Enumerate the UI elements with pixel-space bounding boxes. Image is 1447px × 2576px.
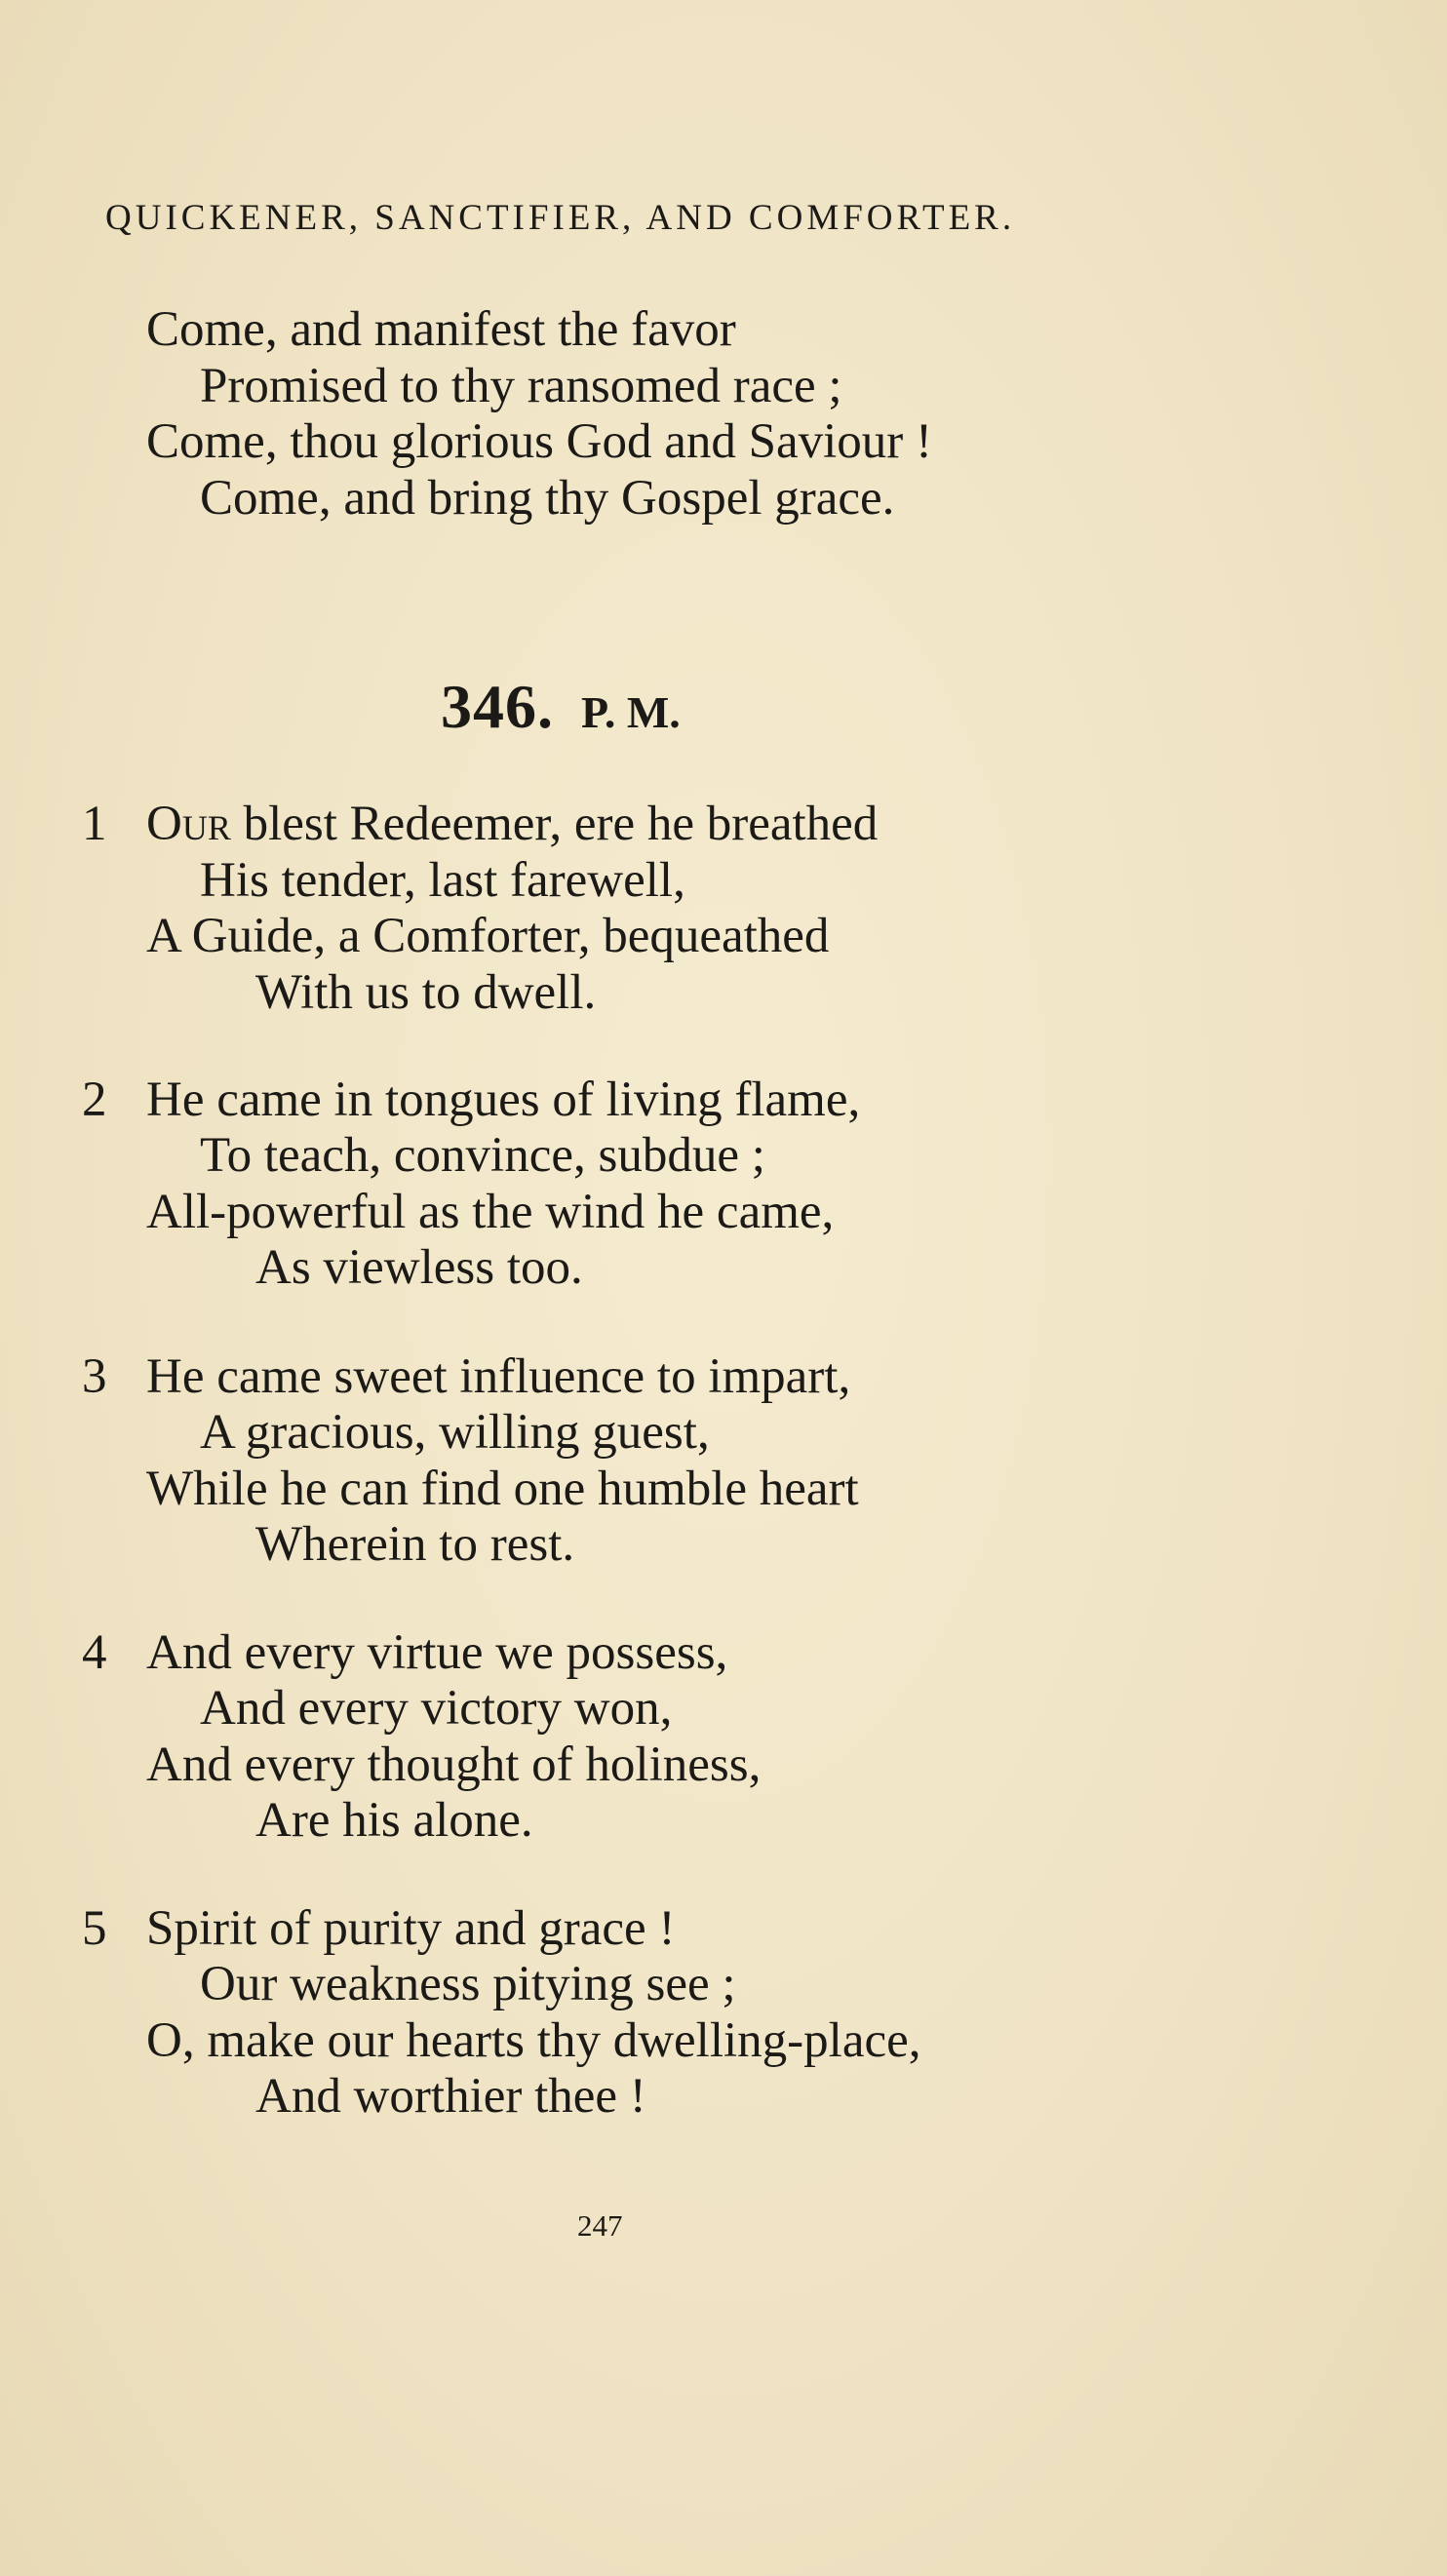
verse-line: He came in tongues of living flame,	[146, 1073, 861, 1127]
hymn-meter: P. M.	[581, 687, 681, 737]
verse-line: To teach, convince, subdue ;	[200, 1128, 765, 1183]
stanza-number: 2	[82, 1073, 107, 1127]
verse-line: A Guide, a Comforter, bequeathed	[146, 909, 830, 963]
verse-line: His tender, last farewell,	[200, 853, 685, 908]
verse-line: Come, and manifest the favor	[146, 302, 736, 357]
running-head: QUICKENER, SANCTIFIER, AND COMFORTER.	[105, 198, 1016, 238]
first-word-smallcaps: Our	[146, 797, 231, 851]
verse-line: O, make our hearts thy dwelling-place,	[146, 2013, 921, 2068]
stanza-number: 1	[82, 797, 107, 851]
verse-line: A gracious, willing guest,	[200, 1405, 710, 1460]
verse-line: Promised to thy ransomed race ;	[200, 359, 842, 413]
verse-line: Come, thou glorious God and Saviour !	[146, 414, 933, 469]
verse-line: Come, and bring thy Gospel grace.	[200, 471, 895, 526]
verse-line: All-powerful as the wind he came,	[146, 1185, 835, 1239]
verse-line-rest: blest Redeemer, ere he breathed	[230, 797, 879, 851]
stanza-number: 4	[82, 1625, 107, 1680]
stanza-number: 5	[82, 1901, 107, 1956]
verse-line: Are his alone.	[255, 1793, 533, 1848]
verse-line: Our weakness pitying see ;	[200, 1957, 736, 2011]
verse-line: With us to dwell.	[255, 965, 597, 1020]
verse-line: And worthier thee !	[255, 2069, 646, 2124]
verse-line: And every thought of holiness,	[146, 1737, 762, 1792]
verse-line: And every virtue we possess,	[146, 1625, 728, 1680]
verse-line: Wherein to rest.	[255, 1517, 575, 1572]
verse-line: He came sweet influence to impart,	[146, 1349, 851, 1404]
page-number: 247	[577, 2208, 623, 2243]
stanza-number: 3	[82, 1349, 107, 1404]
verse-line: While he can find one humble heart	[146, 1462, 859, 1516]
hymn-heading	[441, 672, 681, 741]
verse-line: Spirit of purity and grace !	[146, 1901, 676, 1956]
verse-line: And every victory won,	[200, 1681, 673, 1736]
verse-line	[146, 797, 879, 851]
hymn-number: 346.	[441, 672, 554, 741]
verse-line: As viewless too.	[255, 1240, 583, 1295]
